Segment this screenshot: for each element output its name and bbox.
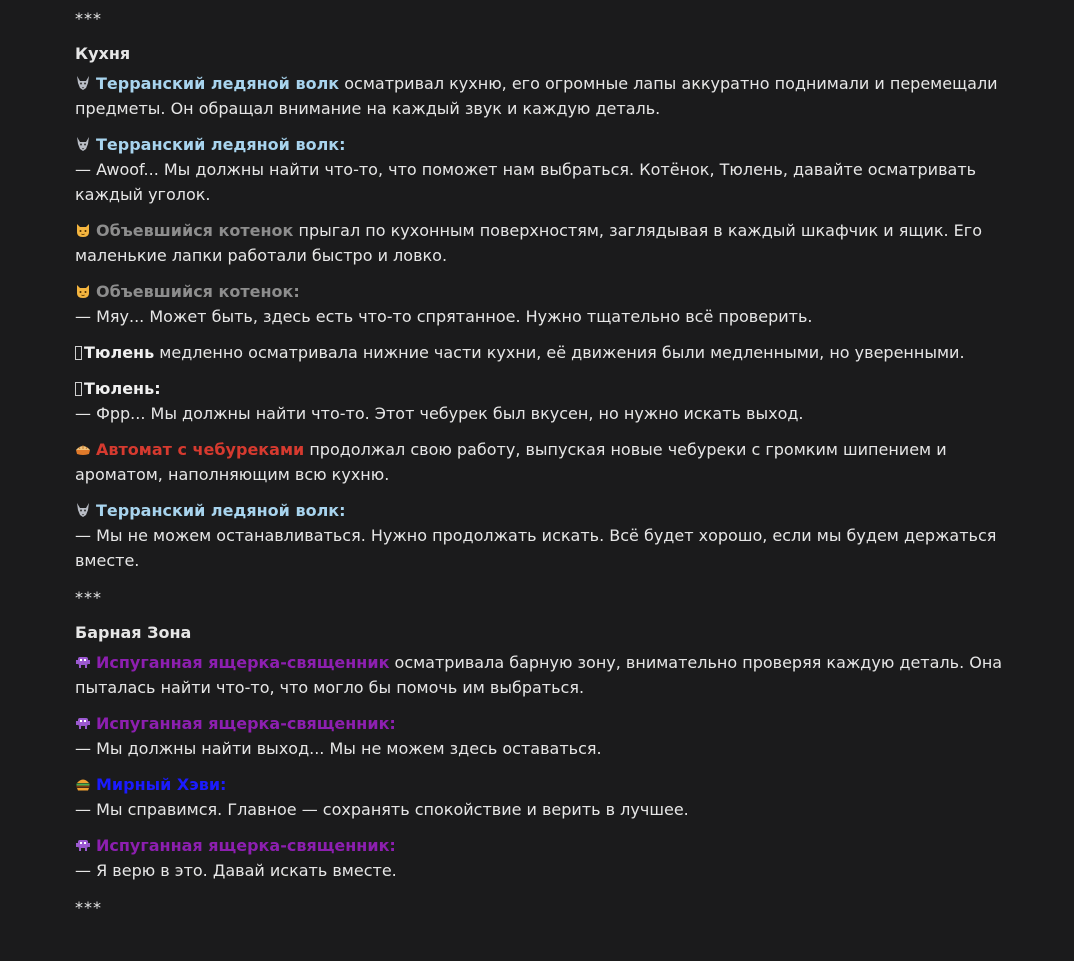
narration-text: продолжал свою работу, выпуская новые чебуреки с громким шипением и ароматом, наполняющим всю кухню. <box>75 440 947 484</box>
cat-icon <box>75 222 91 238</box>
speaker-name: Объевшийся котенок: <box>96 282 300 301</box>
section-heading-kitchen: Кухня <box>75 44 131 63</box>
dialogue-line: — Мяу... Может быть, здесь есть что-то спрятанное. Нужно тщательно всё проверить. <box>75 307 813 326</box>
dialogue-line: — Фрр... Мы должны найти что-то. Этот чебурек был вкусен, но нужно искать выход. <box>75 404 804 423</box>
dumpling-icon <box>75 441 91 457</box>
narration-paragraph <box>75 71 1005 121</box>
wolf-icon <box>75 136 91 152</box>
dialogue-line: — Мы должны найти выход... Мы не можем здесь оставаться. <box>75 739 602 758</box>
narration-paragraph <box>75 437 1005 487</box>
character-name: Испуганная ящерка-священник <box>96 653 390 672</box>
speaker-name: Испуганная ящерка-священник: <box>96 836 396 855</box>
dialogue-block <box>75 279 1005 329</box>
alien-icon <box>75 837 91 853</box>
speaker-name: Испуганная ящерка-священник: <box>96 714 396 733</box>
dialogue-line: — Мы справимся. Главное — сохранять спокойствие и верить в лучшее. <box>75 800 689 819</box>
story-content <box>75 6 1005 930</box>
separator: *** <box>75 588 102 607</box>
dialogue-line: — Мы не можем останавливаться. Нужно продолжать искать. Всё будет хорошо, если мы будем держаться вместе. <box>75 526 997 570</box>
character-name: Объевшийся котенок <box>96 221 294 240</box>
narration-paragraph <box>75 218 1005 268</box>
separator: *** <box>75 898 102 917</box>
character-name: Тюлень <box>84 343 155 362</box>
wolf-icon <box>75 502 91 518</box>
dialogue-line: — Awoof... Мы должны найти что-то, что поможет нам выбраться. Котёнок, Тюлень, давайте осматривать каждый уголок. <box>75 160 977 204</box>
alien-icon <box>75 654 91 670</box>
wolf-icon <box>75 75 91 91</box>
dialogue-line: — Я верю в это. Давай искать вместе. <box>75 861 397 880</box>
narration-text: прыгал по кухонным поверхностям, заглядывая в каждый шкафчик и ящик. Его маленькие лапки работали быстро и ловко. <box>75 221 982 265</box>
narration-paragraph <box>75 340 1005 365</box>
burger-icon <box>75 776 91 792</box>
character-name: Терранский ледяной волк <box>96 74 340 93</box>
character-name: Автомат с чебуреками <box>96 440 305 459</box>
dialogue-block <box>75 132 1005 207</box>
alien-icon <box>75 715 91 731</box>
missing-glyph-icon <box>75 382 82 396</box>
narration-text: осматривала барную зону, внимательно проверяя каждую деталь. Она пыталась найти что-то, что могло бы помочь им выбраться. <box>75 653 1003 697</box>
cat-icon <box>75 283 91 299</box>
narration-text: медленно осматривала нижние части кухни, её движения были медленными, но уверенными. <box>154 343 965 362</box>
dialogue-block <box>75 498 1005 573</box>
narration-text: осматривал кухню, его огромные лапы аккуратно поднимали и перемещали предметы. Он обращал внимание на каждый звук и каждую деталь. <box>75 74 998 118</box>
speaker-name: Терранский ледяной волк: <box>96 135 346 154</box>
section-heading-bar-zone: Барная Зона <box>75 623 192 642</box>
speaker-name: Тюлень: <box>84 379 161 398</box>
dialogue-block <box>75 376 1005 426</box>
separator: *** <box>75 9 102 28</box>
dialogue-block <box>75 833 1005 883</box>
dialogue-block <box>75 772 1005 822</box>
dialogue-block <box>75 711 1005 761</box>
speaker-name: Терранский ледяной волк: <box>96 501 346 520</box>
narration-paragraph <box>75 650 1005 700</box>
missing-glyph-icon <box>75 346 82 360</box>
speaker-name: Мирный Хэви: <box>96 775 227 794</box>
